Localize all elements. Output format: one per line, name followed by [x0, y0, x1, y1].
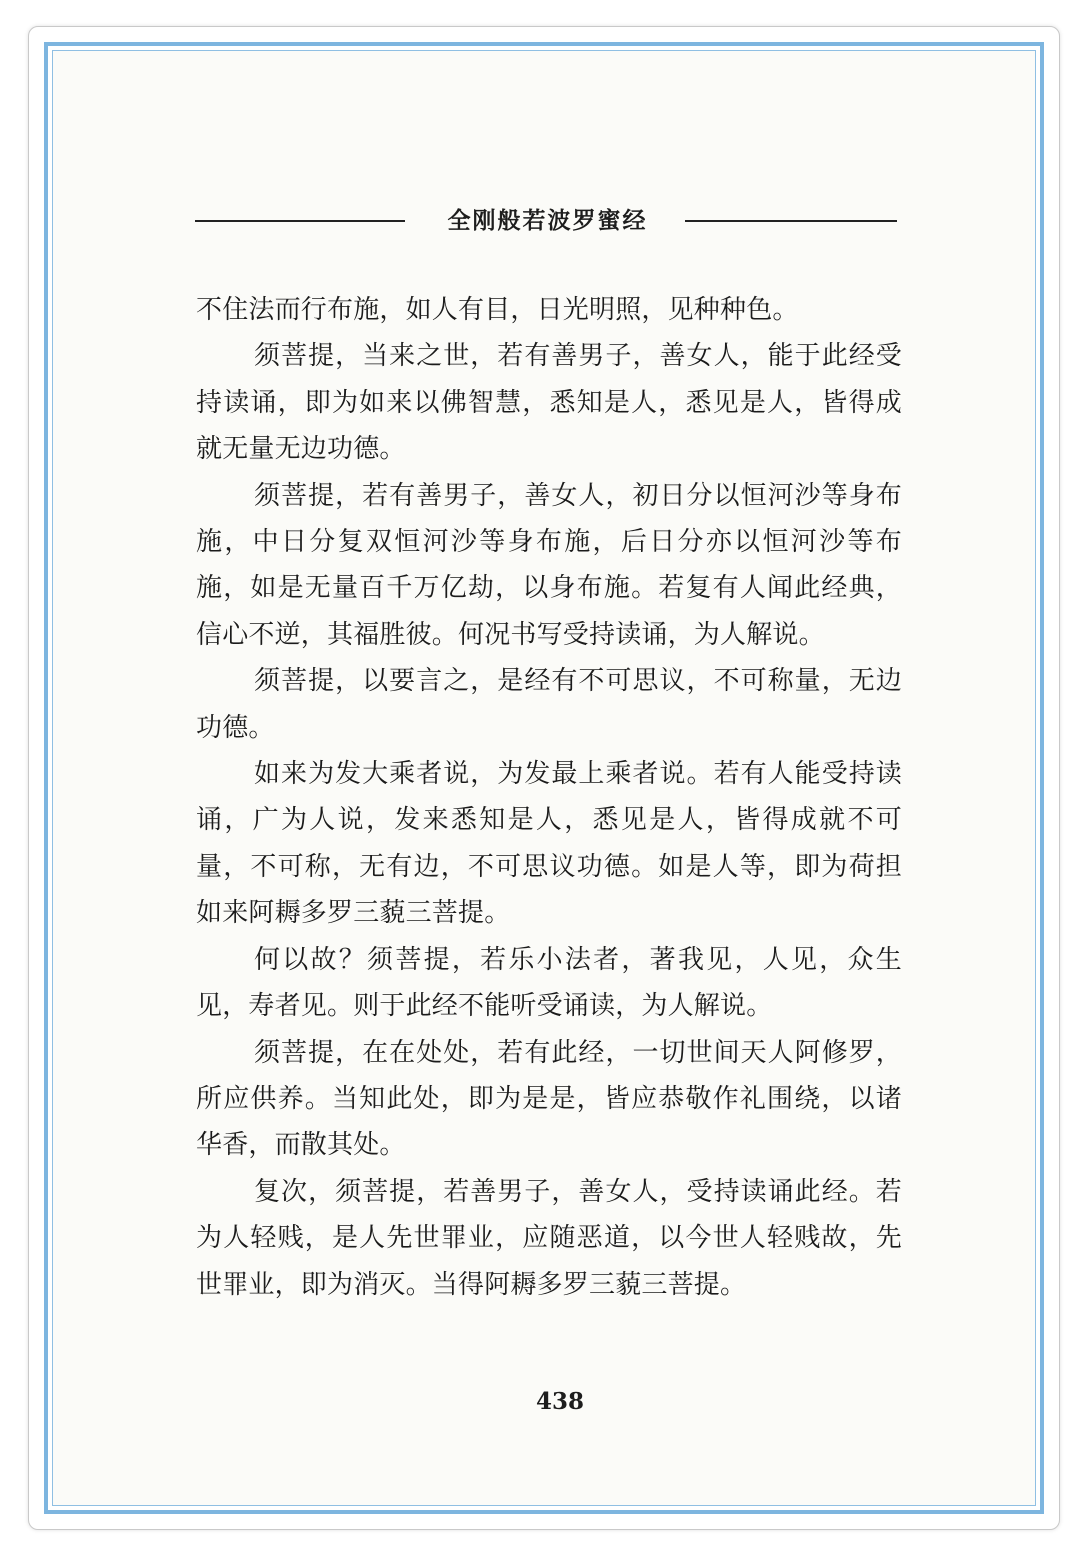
page-number: 438 [535, 1388, 584, 1415]
paragraph-5: 如来为发大乘者说，为发最上乘者说。若有人能受持读诵，广为人说，发来悉知是人，悉见是人，皆得成就不可量，不可称，无有边，不可思议功德。如是人等，即为荷担如来阿耨多罗三藐三菩提。 [196, 759, 902, 929]
paragraph-3: 须菩提，若有善男子，善女人，初日分以恒河沙等身布施，中日分复双恒河沙等身布施，后日分亦以恒河沙等布施，如是无量百千万亿劫，以身布施。若复有人闻此经典，信心不逆，其福胜彼。何况书写受持读诵，为人解说。 [196, 480, 902, 650]
paragraph-6: 何以故？须菩提，若乐小法者，著我见，人见，众生见，寿者见。则于此经不能听受诵读，为人解说。 [196, 944, 902, 1022]
paragraph-2: 须菩提，当来之世，若有善男子，善女人，能于此经受持读诵，即为如来以佛智慧，悉知是人，悉见是人，皆得成就无量无边功德。 [196, 341, 902, 465]
header-title: 全刚般若波罗蜜经 [447, 207, 648, 234]
header-rule-left [195, 220, 405, 222]
running-header [195, 196, 900, 236]
paragraph-8: 复次，须菩提，若善男子，善女人，受持读诵此经。若为人轻贱，是人先世罪业，应随恶道，以今世人轻贱故，先世罪业，即为消灭。当得阿耨多罗三藐三菩提。 [196, 1176, 902, 1300]
paragraph-4: 须菩提，以要言之，是经有不可思议，不可称量，无边功德。 [196, 666, 902, 743]
paragraph-1: 不住法而行布施，如人有目，日光明照，见种种色。 [196, 295, 799, 325]
header-rule-right [685, 220, 897, 222]
paragraph-7: 须菩提，在在处处，若有此经，一切世间天人阿修罗，所应供养。当知此处，即为是是，皆应恭敬作礼围绕，以诸华香，而散其处。 [196, 1037, 902, 1161]
body-text [196, 287, 902, 1308]
